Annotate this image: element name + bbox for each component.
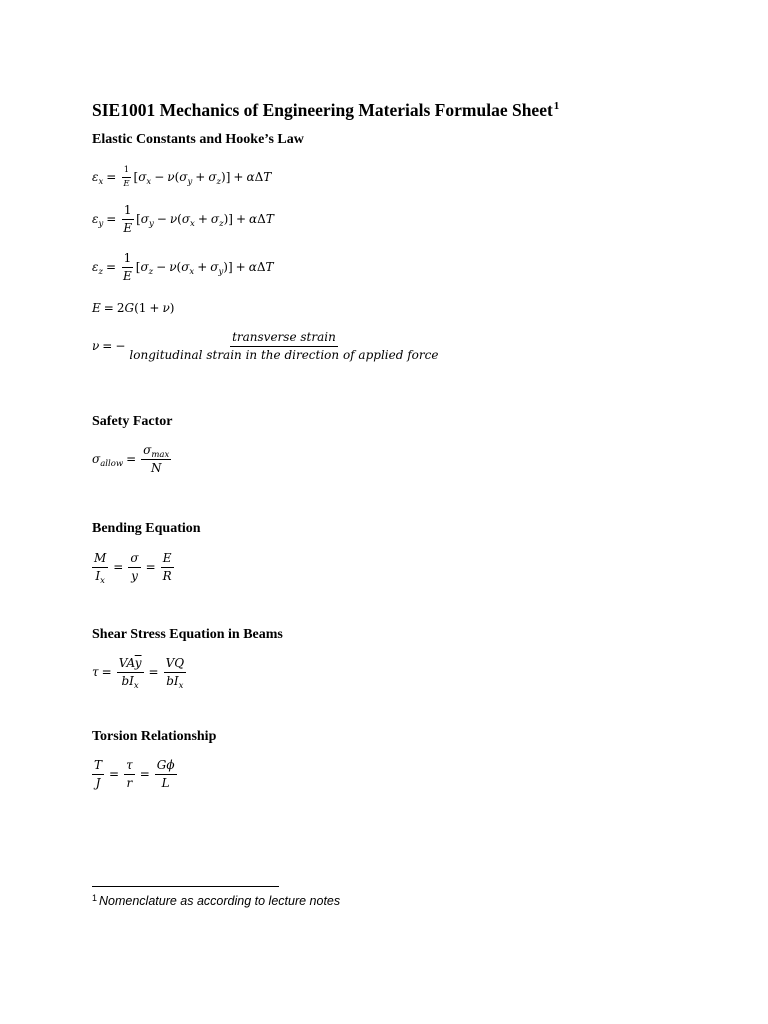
poisson-numerator: transverse strain bbox=[230, 331, 338, 347]
title-footnote-mark: 1 bbox=[553, 100, 560, 112]
equation-strain-y: $\varepsilon_y$ = $\frac{1}{E}$ [ $\sigma_y$ − ν ( $\sigma_x$ + $\sigma_z$ )] + α Δ T bbox=[92, 203, 274, 235]
equation-torsion: $\frac{T}{J}$ = $\frac{\tau}{r}$ = $\frac{G\phi}{L}$ bbox=[94, 758, 175, 790]
equation-elastic-modulus: E = 2 G (1 + ν ) bbox=[92, 301, 175, 315]
equation-strain-z: $\varepsilon_z$ = $\frac{1}{E}$ [ $\sigma_z$ − ν ( $\sigma_x$ + $\sigma_y$ )] + α Δ T bbox=[92, 251, 274, 283]
section-heading-shear: Shear Stress Equation in Beams bbox=[92, 627, 283, 642]
equation-poisson-ratio: ν = − $\frac{\text{transverse strain}}{\text{longitudinal strain in the direction of applied force}}$ bbox=[92, 330, 439, 362]
allow-subscript: allow bbox=[100, 459, 124, 469]
title-text: SIE1001 Mechanics of Engineering Materials Formulae Sheet bbox=[92, 100, 553, 120]
footnote-separator bbox=[92, 886, 279, 887]
equation-strain-x: $\varepsilon_x$ = $\frac{1}{E}$ [ $\sigma_x$ − ν ( $\sigma_y$ + $\sigma_z$ )] + α Δ T bbox=[92, 165, 272, 189]
section-heading-safety: Safety Factor bbox=[92, 414, 173, 429]
equation-bending: $\frac{M}{I_x}$ = $\frac{\sigma}{y}$ = $\frac{E}{R}$ bbox=[94, 551, 172, 586]
equation-allowable-stress: $\sigma_{allow}$ = $\frac{\sigma_{max}}{N}$ bbox=[92, 443, 170, 475]
max-subscript: max bbox=[151, 450, 170, 460]
section-heading-bending: Bending Equation bbox=[92, 521, 201, 536]
footnote-text: Nomenclature as according to lecture notes bbox=[99, 894, 341, 908]
page-title bbox=[92, 100, 559, 121]
section-heading-elastic: Elastic Constants and Hooke’s Law bbox=[92, 132, 304, 147]
section-heading-torsion: Torsion Relationship bbox=[92, 729, 217, 744]
footnote bbox=[92, 894, 340, 908]
footnote-mark: 1 bbox=[92, 893, 98, 903]
poisson-denominator: longitudinal strain in the direction of applied force bbox=[129, 347, 439, 362]
equation-shear-stress: τ = $\frac{VA\overline{y}}{bI_x}$ = $\frac{VQ}{bI_x}$ bbox=[92, 656, 185, 691]
